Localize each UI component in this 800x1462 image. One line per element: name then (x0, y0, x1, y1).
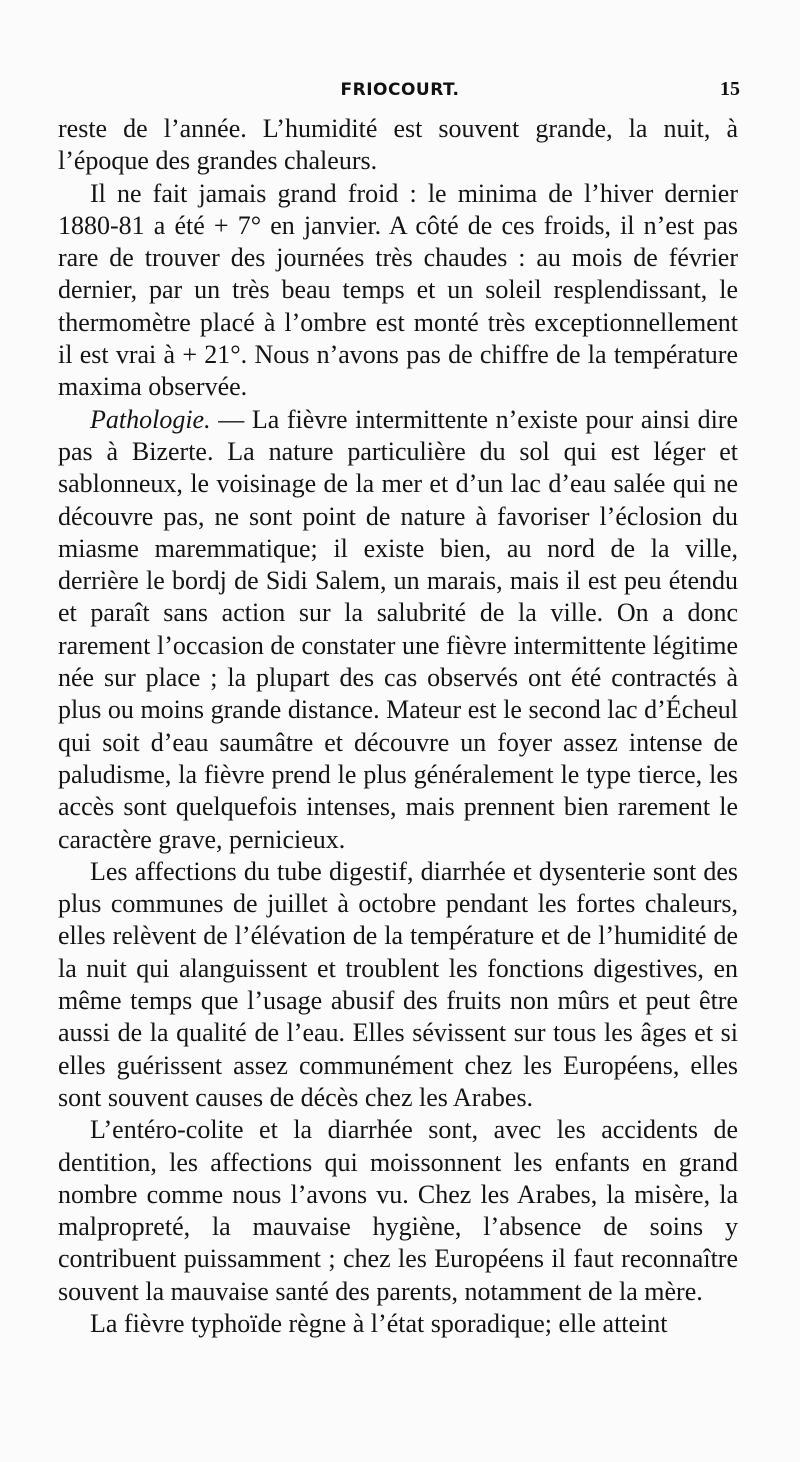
paragraph-typhoid (58, 1308, 738, 1340)
paragraph-text: reste de l’année. L’humidité est souvent grande, la nuit, à l’époque des grandes chaleurs. (58, 114, 738, 176)
running-title: FRIOCOURT. (340, 80, 460, 100)
running-head (60, 80, 740, 110)
paragraph-continuation (58, 113, 738, 178)
paragraph-text: Il ne fait jamais grand froid : le minima de l’hiver dernier 1880-81 a été + 7° en janvier. A côté de ces froids, il n’est pas rare de trouver des journées très chaudes : au mois de février dernier, par un très beau temps et un soleil resplendissant, le thermomètre placé à l’ombre est monté très exceptionnellement il est vrai à + 21°. Nous n’avons pas de chiffre de la température maxima observée. (58, 178, 738, 402)
section-runin-heading: Pathologie. (90, 404, 211, 434)
page-number: 15 (720, 78, 740, 100)
paragraph-text: La fièvre typhoïde règne à l’état sporadique; elle atteint (90, 1308, 668, 1338)
paragraph-pathology (58, 404, 738, 856)
paragraph-digestive (58, 856, 738, 1114)
paragraph-text: Les affections du tube digestif, diarrhée et dysenterie sont des plus communes de juillet à octobre pendant les fortes chaleurs, elles relèvent de l’élévation de la température et de l’humidité de la nuit qui alanguissent et troublent les fonctions digestives, en même temps que l’usage abusif des fruits non mûrs et peut être aussi de la qualité de l’eau. Elles sévissent sur tous les âges et si elles guérissent assez communément chez les Européens, elles sont souvent causes de décès chez les Arabes. (58, 856, 738, 1112)
paragraph-enterocolitis (58, 1114, 738, 1308)
paragraph-text: L’entéro-colite et la diarrhée sont, avec les accidents de dentition, les affections qui moissonnent les enfants en grand nombre comme nous l’avons vu. Chez les Arabes, la misère, la malpropreté, la mauvaise hygiène, l’absence de soins y contribuent puissamment ; chez les Européens il faut reconnaître souvent la mauvaise santé des parents, notamment de la mère. (58, 1115, 738, 1306)
paragraph-text: — La fièvre intermittente n’existe pour ainsi dire pas à Bizerte. La nature particulière du sol qui est léger et sablonneux, le voisinage de la mer et d’un lac d’eau salée qui ne découvre pas, ne sont point de nature à favoriser l’éclosion du miasme maremmatique; il existe bien, au nord de la ville, derrière le bordj de Sidi Salem, un marais, mais il est peu étendu et paraît sans action sur la salubrité de la ville. On a donc rarement l’occasion de constater une fièvre intermittente légitime née sur place ; la plupart des cas observés ont été contractés à plus ou moins grande distance. Mateur est le second lac d’Écheul qui soit d’eau saumâtre et découvre un foyer assez intense de paludisme, la fièvre prend le plus généralement le type tierce, les accès sont quelquefois intenses, mais prennent bien rarement le caractère grave, pernicieux. (58, 404, 738, 854)
paragraph-climate (58, 178, 738, 404)
body-text (58, 113, 738, 1340)
